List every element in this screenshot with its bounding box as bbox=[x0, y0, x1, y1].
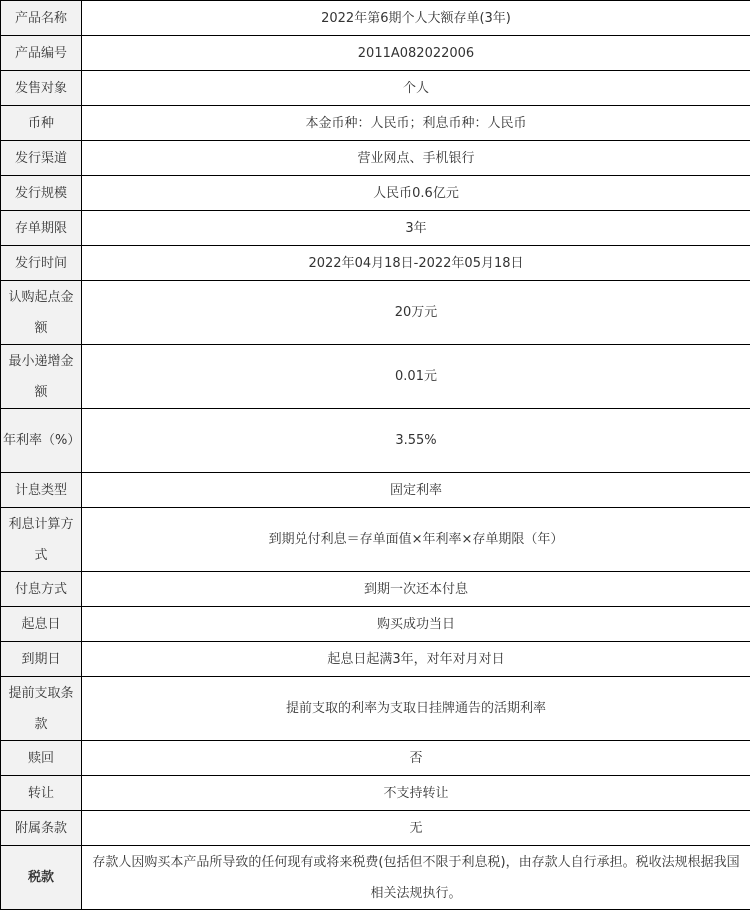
row-currency bbox=[1, 106, 750, 141]
label-interest-formula: 利息计算方式 bbox=[1, 508, 82, 572]
label-additional-terms: 附属条款 bbox=[1, 811, 82, 846]
row-interest-type bbox=[1, 473, 750, 508]
row-product-code bbox=[1, 36, 750, 71]
label-currency: 币种 bbox=[1, 106, 82, 141]
label-tax: 税款 bbox=[1, 846, 82, 910]
value-currency: 本金币种：人民币；利息币种：人民币 bbox=[82, 106, 750, 141]
row-target-audience bbox=[1, 71, 750, 106]
row-early-withdrawal bbox=[1, 677, 750, 741]
label-channel: 发行渠道 bbox=[1, 141, 82, 176]
label-payment-method: 付息方式 bbox=[1, 572, 82, 607]
row-product-name bbox=[1, 1, 750, 36]
label-min-subscription: 认购起点金额 bbox=[1, 281, 82, 345]
label-early-withdrawal: 提前支取条款 bbox=[1, 677, 82, 741]
value-annual-rate: 3.55% bbox=[82, 409, 750, 473]
row-channel bbox=[1, 141, 750, 176]
row-additional-terms bbox=[1, 811, 750, 846]
row-tax bbox=[1, 846, 750, 910]
row-min-subscription bbox=[1, 281, 750, 345]
value-issue-size: 人民币0.6亿元 bbox=[82, 176, 750, 211]
value-issue-period: 2022年04月18日-2022年05月18日 bbox=[82, 246, 750, 281]
value-additional-terms: 无 bbox=[82, 811, 750, 846]
value-target-audience: 个人 bbox=[82, 71, 750, 106]
row-annual-rate bbox=[1, 409, 750, 473]
label-target-audience: 发售对象 bbox=[1, 71, 82, 106]
label-annual-rate: 年利率（%） bbox=[1, 409, 82, 473]
label-min-increment: 最小递增金额 bbox=[1, 345, 82, 409]
value-interest-formula: 到期兑付利息＝存单面值×年利率×存单期限（年） bbox=[82, 508, 750, 572]
value-maturity-date: 起息日起满3年，对年对月对日 bbox=[82, 642, 750, 677]
value-min-increment: 0.01元 bbox=[82, 345, 750, 409]
row-maturity-date bbox=[1, 642, 750, 677]
value-tax: 存款人因购买本产品所导致的任何现有或将来税费(包括但不限于利息税)，由存款人自行承担。税收法规根据我国相关法规执行。 bbox=[82, 846, 750, 910]
label-interest-type: 计息类型 bbox=[1, 473, 82, 508]
row-value-date bbox=[1, 607, 750, 642]
row-redemption bbox=[1, 741, 750, 776]
row-term bbox=[1, 211, 750, 246]
row-interest-formula bbox=[1, 508, 750, 572]
row-min-increment bbox=[1, 345, 750, 409]
label-issue-size: 发行规模 bbox=[1, 176, 82, 211]
value-product-name: 2022年第6期个人大额存单(3年) bbox=[82, 1, 750, 36]
value-channel: 营业网点、手机银行 bbox=[82, 141, 750, 176]
label-product-code: 产品编号 bbox=[1, 36, 82, 71]
label-product-name: 产品名称 bbox=[1, 1, 82, 36]
label-transfer: 转让 bbox=[1, 776, 82, 811]
value-term: 3年 bbox=[82, 211, 750, 246]
label-value-date: 起息日 bbox=[1, 607, 82, 642]
label-maturity-date: 到期日 bbox=[1, 642, 82, 677]
value-value-date: 购买成功当日 bbox=[82, 607, 750, 642]
row-transfer bbox=[1, 776, 750, 811]
value-interest-type: 固定利率 bbox=[82, 473, 750, 508]
value-transfer: 不支持转让 bbox=[82, 776, 750, 811]
value-product-code: 2011A082022006 bbox=[82, 36, 750, 71]
label-issue-period: 发行时间 bbox=[1, 246, 82, 281]
value-early-withdrawal: 提前支取的利率为支取日挂牌通告的活期利率 bbox=[82, 677, 750, 741]
row-issue-period bbox=[1, 246, 750, 281]
label-redemption: 赎回 bbox=[1, 741, 82, 776]
value-redemption: 否 bbox=[82, 741, 750, 776]
row-payment-method bbox=[1, 572, 750, 607]
value-payment-method: 到期一次还本付息 bbox=[82, 572, 750, 607]
value-min-subscription: 20万元 bbox=[82, 281, 750, 345]
row-issue-size bbox=[1, 176, 750, 211]
label-term: 存单期限 bbox=[1, 211, 82, 246]
